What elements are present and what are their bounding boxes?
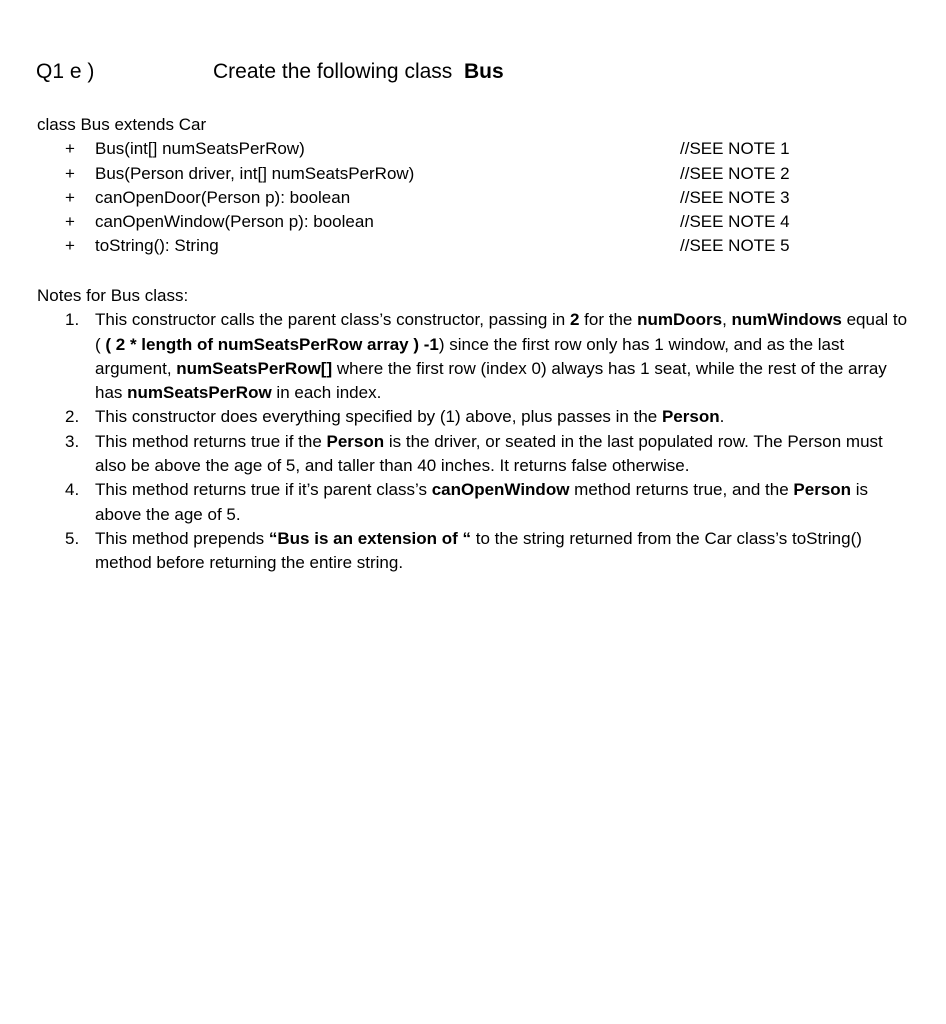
note-text: in each index. [271, 383, 382, 403]
note-emphasis: Person [326, 431, 385, 451]
member-item [37, 234, 917, 258]
note-emphasis: numSeatsPerRow [127, 383, 272, 403]
note-emphasis: 2 [569, 310, 580, 330]
note-emphasis: Person [661, 407, 720, 427]
note-text: where the first row (index 0) always has 1 seat, while the rest of the array has [95, 358, 887, 403]
note-text: method returns true, and the [569, 480, 794, 500]
note-item [37, 527, 917, 576]
member-bullet: + [65, 163, 75, 183]
member-signature: canOpenWindow(Person p): boolean [95, 212, 374, 232]
member-bullet: + [65, 187, 75, 207]
note-text: is above the age of 5. [95, 480, 869, 524]
note-number: 3. [65, 431, 80, 451]
member-bullet: + [65, 139, 75, 159]
class-definition [37, 113, 917, 259]
member-bullet: + [65, 212, 75, 232]
note-text: equal to ( [95, 310, 908, 354]
note-text: This method returns true if the [95, 431, 327, 451]
member-item [37, 186, 917, 210]
member-signature: canOpenDoor(Person p): boolean [95, 187, 351, 207]
note-text: ) since the first row only has 1 window, and as the last argument, [95, 334, 845, 378]
question-title [213, 58, 504, 86]
member-list [37, 137, 917, 258]
note-text: This constructor does everything specified by (1) above, plus passes in the [95, 407, 662, 427]
member-note-ref: //SEE NOTE 1 [680, 139, 790, 159]
note-emphasis: numDoors [637, 310, 723, 330]
note-number: 5. [65, 528, 80, 548]
note-item [37, 308, 917, 405]
title-prefix: Create the following class [213, 60, 453, 83]
note-number: 1. [65, 310, 80, 330]
notes-heading: Notes for Bus class: [37, 286, 189, 305]
class-declaration: class Bus extends Car [37, 115, 207, 134]
question-label: Q1 e ) [36, 60, 95, 83]
note-text: . [719, 407, 725, 427]
member-note-ref: //SEE NOTE 2 [680, 163, 790, 183]
note-emphasis: numSeatsPerRow[] [176, 358, 333, 378]
member-item [37, 210, 917, 234]
note-item [37, 405, 917, 429]
note-number: 2. [65, 407, 80, 427]
note-text: This method prepends [95, 528, 269, 548]
note-text: This method returns true if it’s parent class’s [95, 480, 432, 500]
note-emphasis: Person [793, 480, 852, 500]
title-class-name: Bus [463, 60, 504, 83]
member-note-ref: //SEE NOTE 3 [680, 187, 790, 207]
note-emphasis: “Bus is an extension of “ [268, 528, 472, 548]
member-signature: toString(): String [95, 236, 219, 256]
note-text: This constructor calls the parent class’s constructor, passing in [95, 310, 570, 330]
member-note-ref: //SEE NOTE 5 [680, 236, 790, 256]
note-item [37, 478, 917, 527]
member-item [37, 137, 917, 161]
note-emphasis: numWindows [731, 310, 842, 330]
member-item [37, 162, 917, 186]
note-text: to the string returned from the Car class’s toString() method before returning the entire string. [95, 528, 862, 573]
note-item [37, 430, 917, 479]
note-text: for the [579, 310, 638, 330]
note-number: 4. [65, 480, 80, 500]
note-emphasis: canOpenWindow [431, 480, 570, 500]
note-text: is the driver, or seated in the last populated row. The Person must also be above the age of 5, and taller than 40 inches. It returns false otherwise. [95, 431, 883, 476]
note-text: , [722, 310, 732, 330]
notes-section [37, 284, 917, 576]
note-emphasis: ( 2 * length of numSeatsPerRow array ) -1 [105, 334, 439, 354]
member-note-ref: //SEE NOTE 4 [680, 212, 790, 232]
member-signature: Bus(int[] numSeatsPerRow) [95, 139, 305, 159]
member-bullet: + [65, 236, 75, 256]
member-signature: Bus(Person driver, int[] numSeatsPerRow) [95, 163, 415, 183]
notes-list [37, 308, 917, 575]
